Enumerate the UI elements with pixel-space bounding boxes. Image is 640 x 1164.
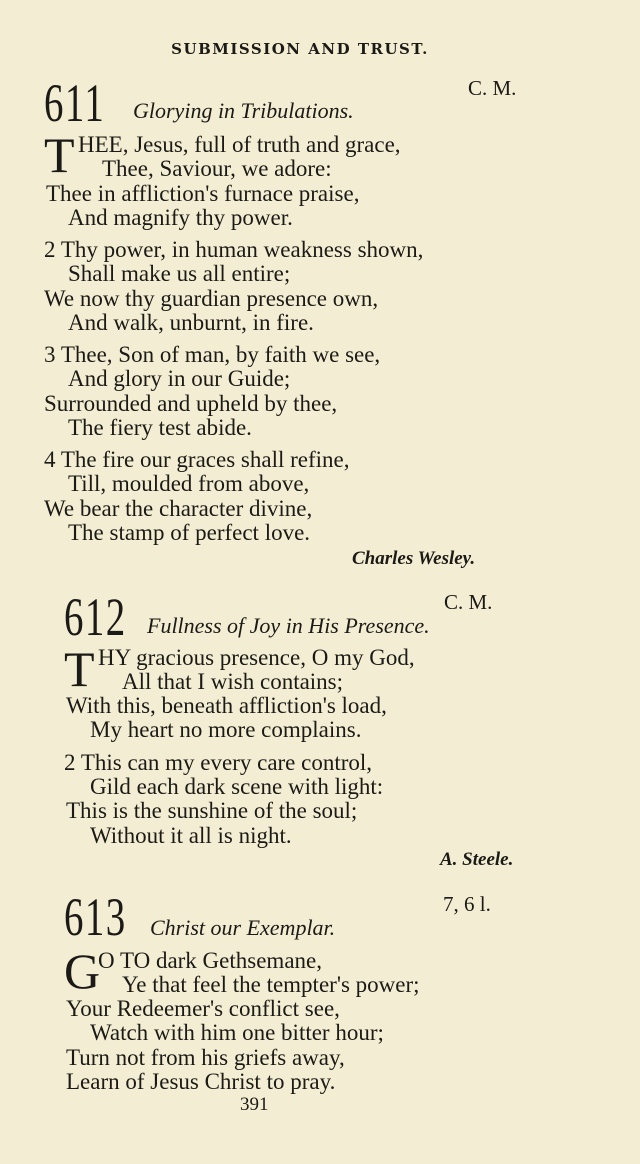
verse-line: Without it all is night. <box>90 823 292 848</box>
verse-line: The fiery test abide. <box>68 415 252 440</box>
hymn-number: 611 <box>44 73 106 133</box>
verse-line: Till, moulded from above, <box>68 471 310 496</box>
hymn-author: A. Steele. <box>440 849 514 870</box>
verse-line: Surrounded and upheld by thee, <box>44 391 338 416</box>
verse-line: With this, beneath affliction's load, <box>66 693 387 718</box>
page-header: SUBMISSION AND TRUST. <box>171 40 429 58</box>
verse-line: Your Redeemer's conflict see, <box>66 996 340 1021</box>
verse-line: Gild each dark scene with light: <box>90 774 384 799</box>
verse-line: Turn not from his griefs away, <box>66 1045 345 1070</box>
hymn-title: Glorying in Tribulations. <box>133 98 354 123</box>
hymn-meter: 7, 6 l. <box>443 892 491 916</box>
hymn-title: Fullness of Joy in His Presence. <box>147 613 430 638</box>
drop-cap: T <box>44 127 75 183</box>
verse-line: We now thy guardian presence own, <box>44 286 379 311</box>
hymn-title: Christ our Exemplar. <box>150 915 336 940</box>
verse-line: And walk, unburnt, in fire. <box>68 310 314 335</box>
verse-line: 2 Thy power, in human weakness shown, <box>44 237 424 262</box>
verse-line: My heart no more complains. <box>90 717 362 742</box>
verse-line: O TO dark Gethsemane, <box>98 948 322 973</box>
hymn-author: Charles Wesley. <box>352 548 476 569</box>
hymn-meter: C. M. <box>468 76 517 100</box>
drop-cap: G <box>64 943 101 999</box>
hymn-number: 613 <box>64 887 127 947</box>
page-number: 391 <box>240 1094 269 1115</box>
verse-line: Ye that feel the tempter's power; <box>122 972 420 997</box>
verse-line: All that I wish contains; <box>122 669 344 694</box>
verse-line: The stamp of perfect love. <box>68 520 311 545</box>
verse-line: 2 This can my every care control, <box>64 750 373 775</box>
drop-cap: T <box>64 641 95 697</box>
verse-line: And magnify thy power. <box>68 205 293 230</box>
hymn-number: 612 <box>64 587 127 647</box>
verse-line: Shall make us all entire; <box>68 261 291 286</box>
verse-line: HEE, Jesus, full of truth and grace, <box>78 132 401 157</box>
verse-line: Thee, Saviour, we adore: <box>102 156 332 181</box>
verse-line: Thee in affliction's furnace praise, <box>46 181 360 206</box>
verse-line: We bear the character divine, <box>44 496 313 521</box>
verse-line: 4 The fire our graces shall refine, <box>44 447 350 472</box>
verse-line: 3 Thee, Son of man, by faith we see, <box>44 342 381 367</box>
verse-line: HY gracious presence, O my God, <box>98 645 415 670</box>
verse-line: And glory in our Guide; <box>68 366 291 391</box>
verse-line: This is the sunshine of the soul; <box>66 798 358 823</box>
hymn-meter: C. M. <box>444 590 493 614</box>
verse-line: Learn of Jesus Christ to pray. <box>66 1069 336 1094</box>
verse-line: Watch with him one bitter hour; <box>90 1020 384 1045</box>
